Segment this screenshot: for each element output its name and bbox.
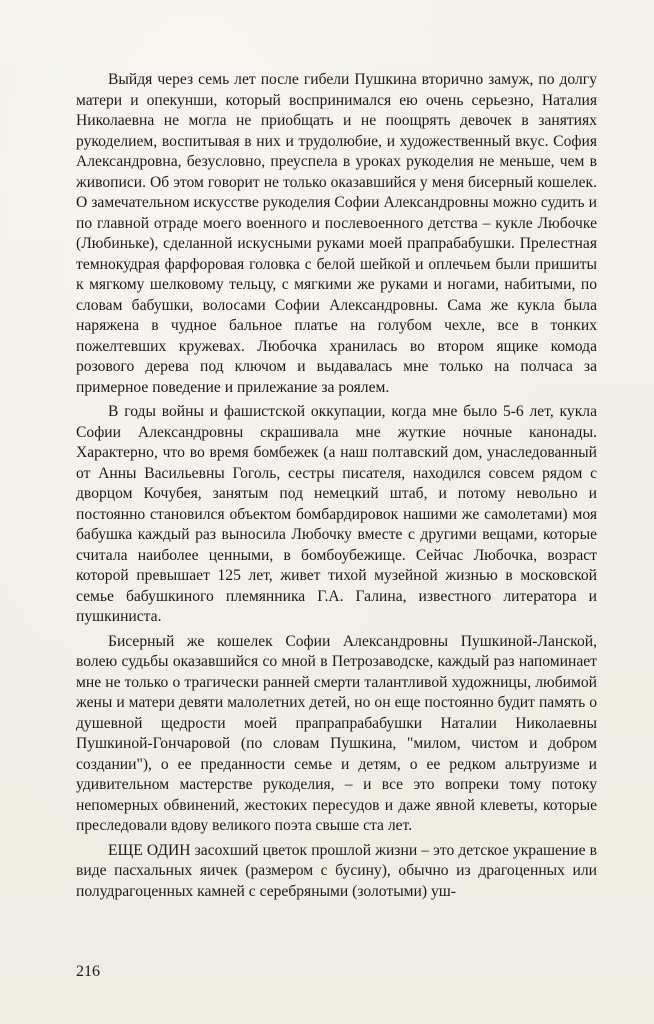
paragraph-3: Бисерный же кошелек Софии Александровны Пушкиной-Ланской, волею судьбы оказавшийся со мной в Петрозаводске, каждый раз напоминает мне не только о трагически ранней смерти талантливой художницы, любимой жены и матери девяти малолетних детей, но он еще постоянно будит память о душевной щедрости моей прапрапрабабушки Наталии Николаевны Пушкиной-Гончаровой (по словам Пушкина, "милом, чистом и добром создании"), о ее преданности семье и детям, о ее редком альтруизме и удивительном мастерстве рукоделия, – и все это вопреки тому потоку непомерных обвинений, жестоких пересудов и даже явной клеветы, которые преследовали вдову великого поэта свыше ста лет. bbox=[76, 632, 597, 834]
body-text bbox=[76, 70, 597, 902]
page-number: 216 bbox=[76, 963, 100, 980]
paragraph-1: Выйдя через семь лет после гибели Пушкина вторично замуж, по долгу матери и опекунши, который воспринимался ею очень серьезно, Наталия Николаевна не могла не приобщать и не поощрять девочек в занятиях рукоделием, воспитывая в них и трудолюбие, и художественный вкус. София Александровна, безусловно, преуспела в уроках рукоделия не меньше, чем в живописи. Об этом говорит не только оказавшийся у меня бисерный кошелек. О замечательном искусстве рукоделия Софии Александровны можно судить и по главной отраде моего военного и послевоенного детства – кукле Любочке (Любиньке), сделанной искусными руками моей прапрабабушки. Прелестная темнокудрая фарфоровая головка с белой шейкой и оплечьем были пришиты к мягкому шелковому тельцу, с мягкими же руками и ногами, набитыми, по словам бабушки, волосами Софии Александровны. Сама же кукла была наряжена в чудное бальное платье на голубом чехле, все в тонких пожелтевших кружевах. Любочка хранилась во втором ящике комода розового дерева под ключом и выдавалась мне только на полчаса за примерное поведение и прилежание за роялем. bbox=[76, 71, 597, 396]
paragraph-4: ЕЩЕ ОДИН засохший цветок прошлой жизни – это детское украшение в виде пасхальных яичек (размером с бусину), обычно из драгоценных или полудрагоценных камней с серебряными (золотыми) уш- bbox=[76, 841, 597, 900]
paragraph-2: В годы войны и фашистской оккупации, когда мне было 5-6 лет, кукла Софии Александровны скрашивала мне жуткие ночные канонады. Характерно, что во время бомбежек (а наш полтавский дом, унаследованный от Анны Васильевны Гоголь, сестры писателя, находился совсем рядом с дворцом Кочубея, занятым под немецкий штаб, и потому невольно и постоянно становился объектом бомбардировок нашими же самолетами) моя бабушка каждый раз выносила Любочку вместе с другими вещами, которые считала наиболее ценными, в бомбоубежище. Сейчас Любочка, возраст которой превышает 125 лет, живет тихой музейной жизнью в московской семье бабушкиного племянника Г.А. Галина, известного литератора и пушкиниста. bbox=[76, 403, 597, 625]
